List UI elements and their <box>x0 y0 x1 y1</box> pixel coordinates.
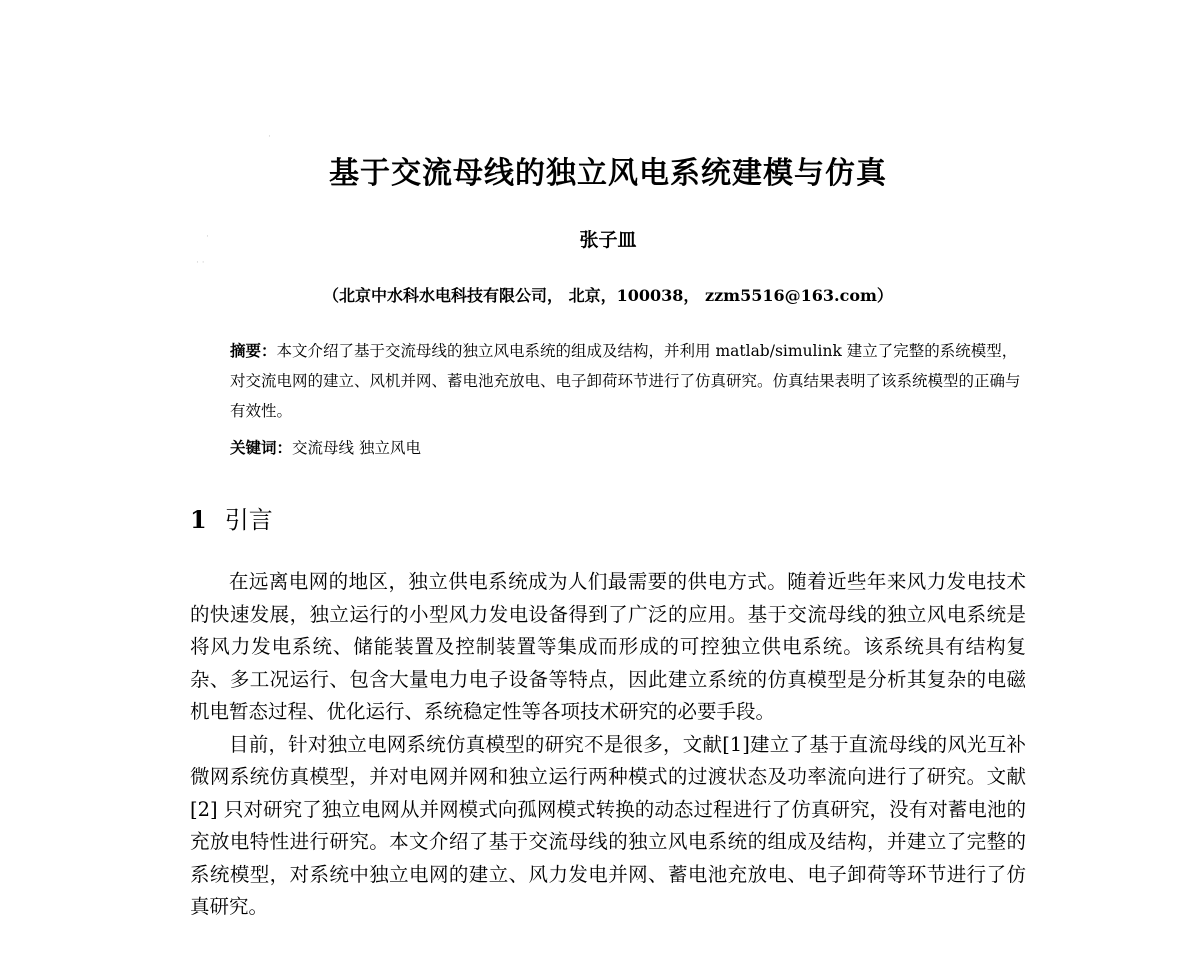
keywords-text: 交流母线 独立风电 <box>292 439 421 457</box>
abstract-block <box>230 336 1030 426</box>
scan-speck: · <box>206 232 209 242</box>
abstract-text: 本文介绍了基于交流母线的独立风电系统的组成及结构，并利用 matlab/simulink 建立了完整的系统模型，对交流电网的建立、风机并网、蓄电池充放电、电子卸荷环节进行了仿真研究。仿真结果表明了该系统模型的正确与有效性。 <box>230 342 1021 420</box>
section-heading <box>190 500 273 535</box>
paper-author: 张子皿 <box>579 229 637 251</box>
paper-affiliation: （北京中水科水电科技有限公司， 北京，100038， zzm5516@163.com） <box>323 286 893 305</box>
section-body <box>190 566 1026 924</box>
section-title: 引言 <box>224 506 273 534</box>
keywords-block <box>230 433 1030 463</box>
keywords-label: 关键词： <box>230 438 293 457</box>
scan-speck: · · <box>196 258 205 268</box>
scan-speck: · <box>268 132 271 142</box>
body-paragraph: 目前，针对独立电网系统仿真模型的研究不是很多，文献[1]建立了基于直流母线的风光互补微网系统仿真模型，并对电网并网和独立运行两种模式的过渡状态及功率流向进行了研究。文献[2] 只对研究了独立电网从并网模式向孤网模式转换的动态过程进行了仿真研究，没有对蓄电池的充放电特性进行研究。本文介绍了基于交流母线的独立风电系统的组成及结构，并建立了完整的系统模型，对系统中独立电网的建立、风力发电并网、蓄电池充放电、电子卸荷等环节进行了仿真研究。 <box>190 732 1026 918</box>
section-number: 1 <box>190 505 207 534</box>
paper-title: 基于交流母线的独立风电系统建模与仿真 <box>329 156 887 191</box>
body-paragraph: 在远离电网的地区，独立供电系统成为人们最需要的供电方式。随着近些年来风力发电技术的快速发展，独立运行的小型风力发电设备得到了广泛的应用。基于交流母线的独立风电系统是将风力发电系统、储能装置及控制装置等集成而形成的可控独立供电系统。该系统具有结构复杂、多工况运行、包含大量电力电子设备等特点，因此建立系统的仿真模型是分析其复杂的电磁机电暂态过程、优化运行、系统稳定性等各项技术研究的必要手段。 <box>190 570 1026 723</box>
abstract-label: 摘要： <box>230 341 277 360</box>
